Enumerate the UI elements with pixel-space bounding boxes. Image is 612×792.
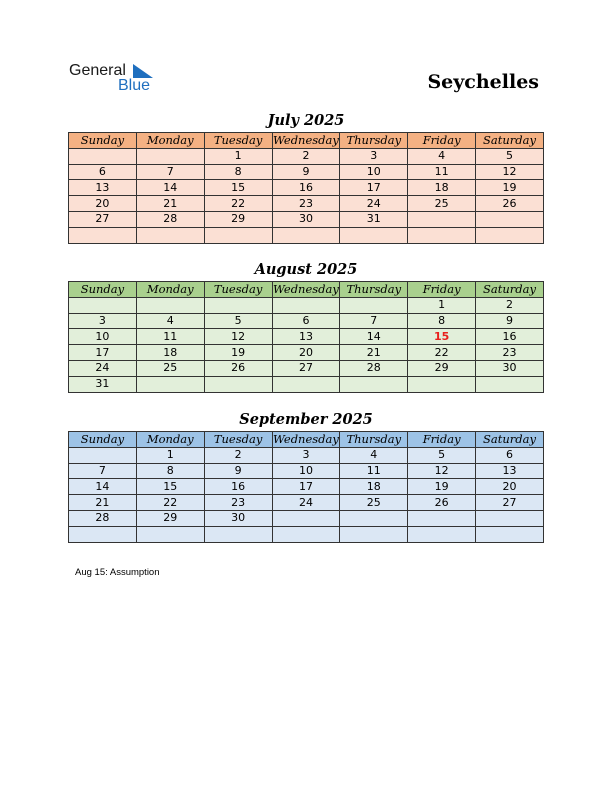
week-row [69, 329, 544, 345]
day-cell [272, 297, 340, 313]
weekday-friday: Friday [408, 282, 476, 298]
logo-text-blue: Blue [118, 77, 151, 94]
day-cell: 26 [476, 196, 544, 212]
week-row [69, 148, 544, 164]
day-cell: 16 [204, 479, 272, 495]
weekday-monday: Monday [136, 133, 204, 149]
day-cell [476, 376, 544, 392]
day-cell: 7 [69, 463, 137, 479]
week-row [69, 196, 544, 212]
day-cell: 24 [272, 495, 340, 511]
day-cell: 10 [272, 463, 340, 479]
day-cell: 8 [408, 313, 476, 329]
day-cell: 26 [204, 360, 272, 376]
day-cell [69, 447, 137, 463]
day-cell: 23 [204, 495, 272, 511]
day-cell: 28 [340, 360, 408, 376]
day-cell: 22 [408, 345, 476, 361]
day-cell: 7 [340, 313, 408, 329]
day-cell: 14 [136, 180, 204, 196]
weekday-tuesday: Tuesday [204, 282, 272, 298]
day-cell: 2 [476, 297, 544, 313]
day-cell: 9 [272, 164, 340, 180]
day-cell [476, 510, 544, 526]
day-cell: 28 [69, 510, 137, 526]
month-title: August 2025 [254, 261, 358, 278]
weekday-wednesday: Wednesday [273, 282, 339, 297]
day-cell: 25 [136, 360, 204, 376]
weekday-friday: Friday [408, 432, 476, 448]
day-cell [340, 376, 408, 392]
day-cell: 4 [408, 148, 476, 164]
day-cell [408, 526, 476, 542]
calendar-table [68, 431, 544, 543]
day-cell: 25 [340, 495, 408, 511]
day-cell: 12 [204, 329, 272, 345]
weekday-friday: Friday [408, 133, 476, 149]
day-cell [136, 526, 204, 542]
day-cell: 1 [408, 297, 476, 313]
day-cell [340, 526, 408, 542]
week-row [69, 479, 544, 495]
day-cell [272, 510, 340, 526]
day-cell [340, 297, 408, 313]
day-cell [272, 227, 340, 243]
day-cell: 7 [136, 164, 204, 180]
weekday-sunday: Sunday [69, 133, 137, 149]
weekday-header-row [69, 432, 544, 448]
month-july [68, 112, 544, 244]
day-cell: 26 [408, 495, 476, 511]
week-row [69, 180, 544, 196]
weekday-header-row [69, 133, 544, 149]
day-cell: 31 [69, 376, 137, 392]
week-row [69, 313, 544, 329]
day-cell: 30 [476, 360, 544, 376]
calendar-table [68, 132, 544, 244]
logo-triangle-icon [133, 64, 153, 78]
holiday-day-cell: 15 [408, 329, 476, 345]
week-row [69, 227, 544, 243]
day-cell [340, 510, 408, 526]
calendar-table [68, 281, 544, 393]
day-cell: 20 [69, 196, 137, 212]
day-cell: 17 [272, 479, 340, 495]
weekday-sunday: Sunday [69, 282, 137, 298]
day-cell: 22 [204, 196, 272, 212]
day-cell: 19 [408, 479, 476, 495]
day-cell: 8 [204, 164, 272, 180]
day-cell: 23 [476, 345, 544, 361]
day-cell: 3 [69, 313, 137, 329]
day-cell [408, 227, 476, 243]
day-cell: 19 [204, 345, 272, 361]
day-cell [476, 211, 544, 227]
holiday-notes: Aug 15: Assumption [75, 567, 160, 578]
day-cell: 3 [272, 447, 340, 463]
day-cell: 6 [476, 447, 544, 463]
day-cell: 21 [136, 196, 204, 212]
weekday-saturday: Saturday [476, 133, 544, 149]
day-cell: 13 [272, 329, 340, 345]
day-cell: 27 [69, 211, 137, 227]
week-row [69, 345, 544, 361]
logo-text-general: General [69, 62, 126, 79]
day-cell [136, 227, 204, 243]
day-cell: 18 [340, 479, 408, 495]
day-cell: 2 [272, 148, 340, 164]
country-title: Seychelles [427, 71, 539, 93]
day-cell: 8 [136, 463, 204, 479]
day-cell: 22 [136, 495, 204, 511]
day-cell: 5 [476, 148, 544, 164]
weekday-saturday: Saturday [476, 282, 544, 298]
day-cell: 13 [69, 180, 137, 196]
day-cell [136, 148, 204, 164]
day-cell: 21 [69, 495, 137, 511]
day-cell: 9 [204, 463, 272, 479]
day-cell: 21 [340, 345, 408, 361]
day-cell [272, 526, 340, 542]
day-cell: 29 [408, 360, 476, 376]
day-cell: 2 [204, 447, 272, 463]
month-title: September 2025 [239, 411, 373, 428]
day-cell: 18 [408, 180, 476, 196]
day-cell: 24 [340, 196, 408, 212]
day-cell: 19 [476, 180, 544, 196]
month-september [68, 411, 544, 543]
day-cell: 1 [204, 148, 272, 164]
day-cell [204, 526, 272, 542]
day-cell [136, 297, 204, 313]
day-cell [408, 211, 476, 227]
weekday-monday: Monday [136, 432, 204, 448]
weekday-header-row [69, 282, 544, 298]
day-cell [69, 297, 137, 313]
day-cell: 3 [340, 148, 408, 164]
day-cell: 23 [272, 196, 340, 212]
day-cell [69, 148, 137, 164]
day-cell: 27 [272, 360, 340, 376]
day-cell: 1 [136, 447, 204, 463]
day-cell: 29 [136, 510, 204, 526]
day-cell [136, 376, 204, 392]
day-cell: 30 [272, 211, 340, 227]
day-cell: 16 [476, 329, 544, 345]
day-cell: 14 [340, 329, 408, 345]
day-cell: 20 [476, 479, 544, 495]
day-cell [476, 227, 544, 243]
day-cell: 4 [340, 447, 408, 463]
day-cell: 10 [69, 329, 137, 345]
day-cell: 11 [408, 164, 476, 180]
day-cell [69, 227, 137, 243]
day-cell: 6 [272, 313, 340, 329]
week-row [69, 360, 544, 376]
week-row [69, 526, 544, 542]
day-cell: 6 [69, 164, 137, 180]
day-cell: 27 [476, 495, 544, 511]
day-cell: 14 [69, 479, 137, 495]
logo [69, 62, 159, 96]
day-cell: 24 [69, 360, 137, 376]
month-august [68, 261, 544, 393]
day-cell: 20 [272, 345, 340, 361]
weekday-thursday: Thursday [340, 432, 408, 448]
week-row [69, 510, 544, 526]
day-cell: 31 [340, 211, 408, 227]
day-cell [204, 376, 272, 392]
day-cell: 17 [69, 345, 137, 361]
weekday-saturday: Saturday [476, 432, 544, 448]
day-cell [204, 297, 272, 313]
weekday-tuesday: Tuesday [204, 432, 272, 448]
day-cell: 17 [340, 180, 408, 196]
day-cell [340, 227, 408, 243]
day-cell: 12 [408, 463, 476, 479]
week-row [69, 447, 544, 463]
day-cell [476, 526, 544, 542]
day-cell: 16 [272, 180, 340, 196]
week-row [69, 164, 544, 180]
weekday-sunday: Sunday [69, 432, 137, 448]
day-cell: 15 [136, 479, 204, 495]
day-cell: 18 [136, 345, 204, 361]
day-cell [408, 510, 476, 526]
day-cell: 11 [340, 463, 408, 479]
day-cell: 11 [136, 329, 204, 345]
day-cell: 29 [204, 211, 272, 227]
day-cell: 15 [204, 180, 272, 196]
day-cell [69, 526, 137, 542]
day-cell: 12 [476, 164, 544, 180]
week-row [69, 495, 544, 511]
weekday-thursday: Thursday [340, 282, 408, 298]
day-cell: 28 [136, 211, 204, 227]
day-cell [272, 376, 340, 392]
weekday-wednesday: Wednesday [273, 133, 339, 148]
day-cell [408, 376, 476, 392]
day-cell: 30 [204, 510, 272, 526]
month-title: July 2025 [267, 112, 345, 129]
week-row [69, 463, 544, 479]
day-cell [204, 227, 272, 243]
day-cell: 9 [476, 313, 544, 329]
weekday-monday: Monday [136, 282, 204, 298]
day-cell: 5 [204, 313, 272, 329]
week-row [69, 211, 544, 227]
day-cell: 5 [408, 447, 476, 463]
weekday-tuesday: Tuesday [204, 133, 272, 149]
day-cell: 25 [408, 196, 476, 212]
weekday-thursday: Thursday [340, 133, 408, 149]
day-cell: 13 [476, 463, 544, 479]
week-row [69, 297, 544, 313]
day-cell: 4 [136, 313, 204, 329]
day-cell: 10 [340, 164, 408, 180]
weekday-wednesday: Wednesday [273, 432, 339, 447]
week-row [69, 376, 544, 392]
